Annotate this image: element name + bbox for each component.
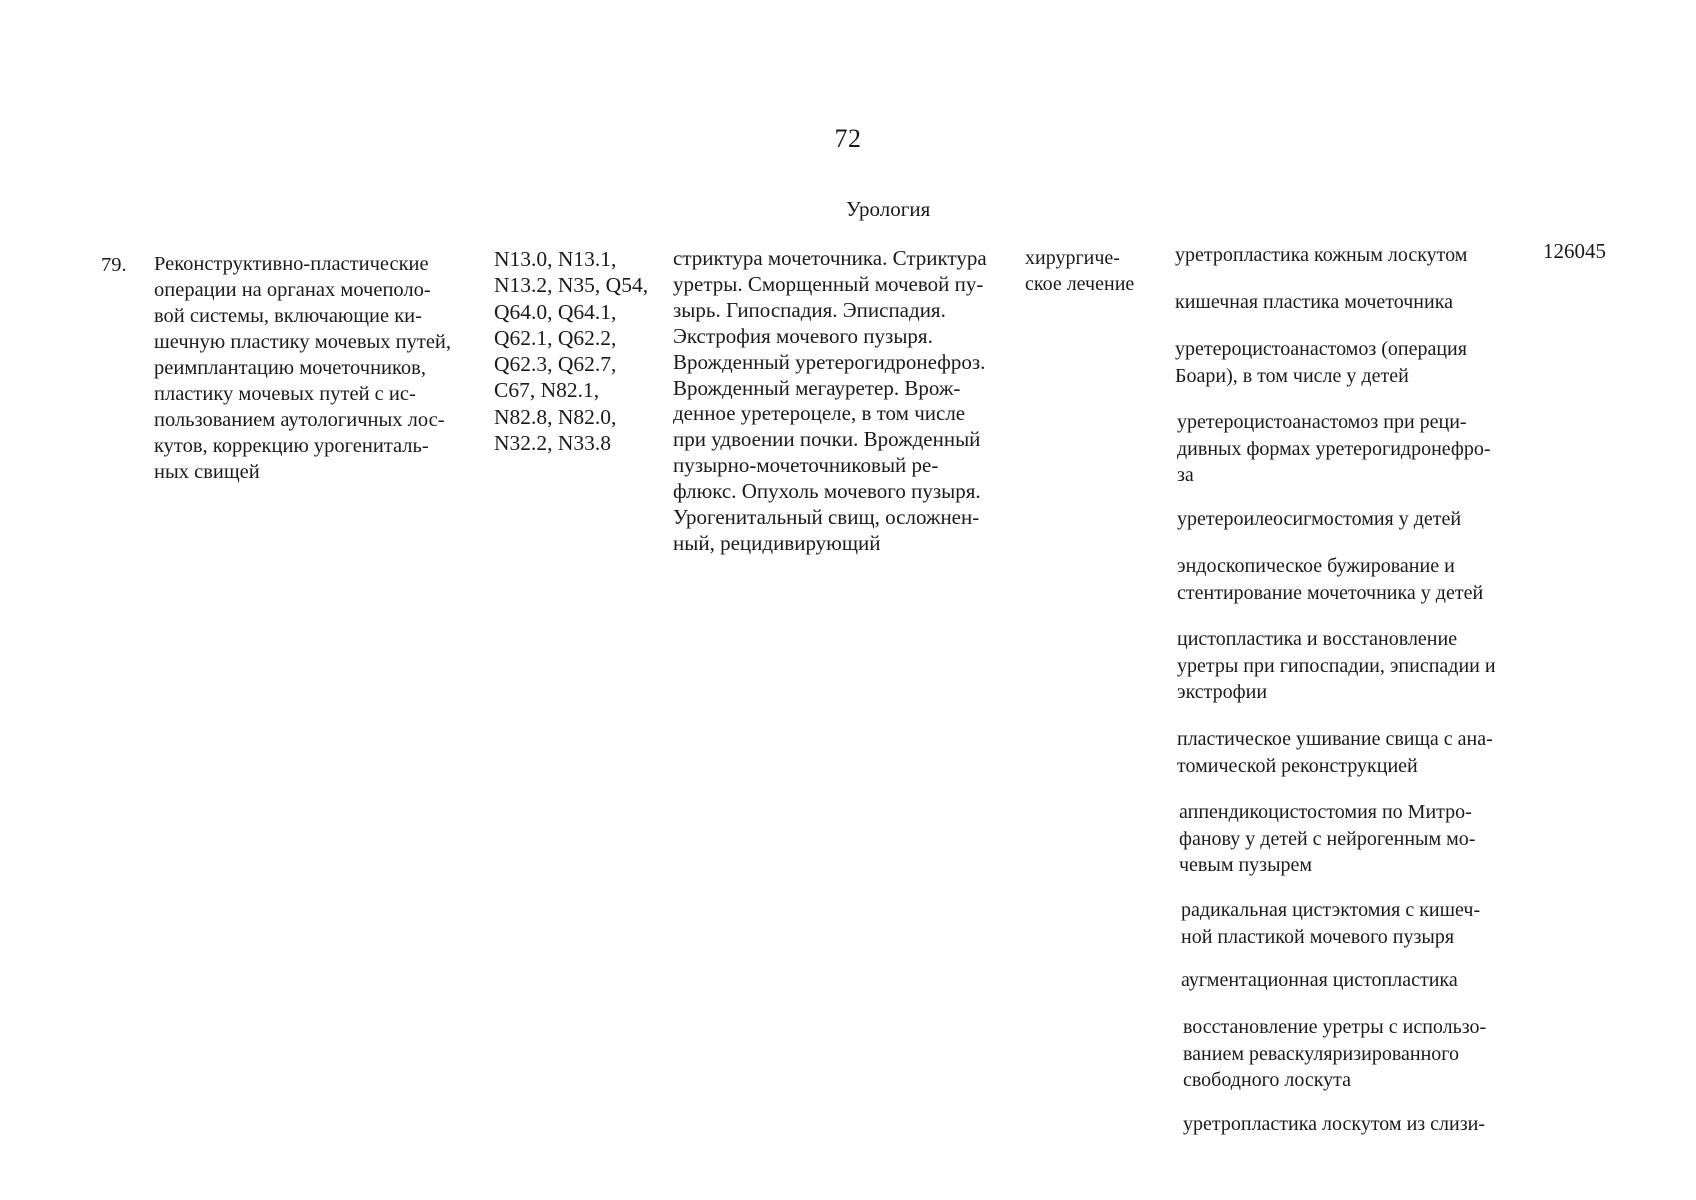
method-item: эндоскопическое бужирование и стентирование мочеточника у детей (1177, 555, 1484, 604)
method-item: уретропластика лоскутом из слизи- (1183, 1113, 1486, 1135)
patient-model: стриктура мочеточника. Стриктура уретры. Сморщенный мочевой пу- зырь. Гипоспадия. Эписпадия. Экстрофия мочевого пузыря. Врожденный уретерогидронефроз. Врожденный мегауретер. Врож- денное уретероцеле, в том числе при удвоении почки. Врожденный пузырно-мочеточниковый ре- флюкс. Опухоль мочевого пузыря. Урогенитальный свищ, осложнен- ный, рецидивирующий (673, 246, 987, 555)
method-item: уретероилеосигмостомия у детей (1177, 508, 1462, 530)
method-item: уретероцистоанастомоз (операция Боари), в том числе у детей (1175, 338, 1467, 387)
method-item: уретероцистоанастомоз при реци- дивных формах уретерогидронефро- за (1177, 411, 1491, 486)
section-title: Урология (846, 197, 931, 221)
icd-codes: N13.0, N13.1, N13.2, N35, Q54, Q64.0, Q64.1, Q62.1, Q62.2, Q62.3, Q62.7, C67, N82.1, N82.8, N82.0, N32.2, N33.8 (494, 247, 649, 456)
method-item: кишечная пластика мочеточника (1175, 291, 1453, 313)
method-item: уретропластика кожным лоскутом (1175, 244, 1468, 266)
cost-value: 126045 (1543, 239, 1606, 263)
treatment-type: хирургиче- ское лечение (1025, 247, 1135, 295)
row-number: 79. (101, 254, 127, 276)
procedure-group-name: Реконструктивно-пластические операции на органах мочеполо- вой системы, включающие ки- шечную пластику мочевых путей, реимплантацию мочеточников, пластику мочевых путей с ис- пользованием аутологичных лос- кутов, коррекцию урогениталь- ных свищей (154, 253, 452, 483)
method-item: аугментационная цистопластика (1181, 969, 1458, 991)
method-item: пластическое ушивание свища с ана- томической реконструкцией (1177, 728, 1493, 777)
method-item: аппендикоцистостомия по Митро- фанову у детей с нейрогенным мо- чевым пузырем (1179, 801, 1476, 876)
method-item: цистопластика и восстановление уретры при гипоспадии, эписпадии и экстрофии (1177, 628, 1496, 703)
page-number: 72 (834, 124, 862, 153)
method-item: восстановление уретры с использо- ванием реваскуляризированного свободного лоскута (1183, 1016, 1487, 1091)
method-item: радикальная цистэктомия с кишеч- ной пластикой мочевого пузыря (1181, 899, 1481, 948)
